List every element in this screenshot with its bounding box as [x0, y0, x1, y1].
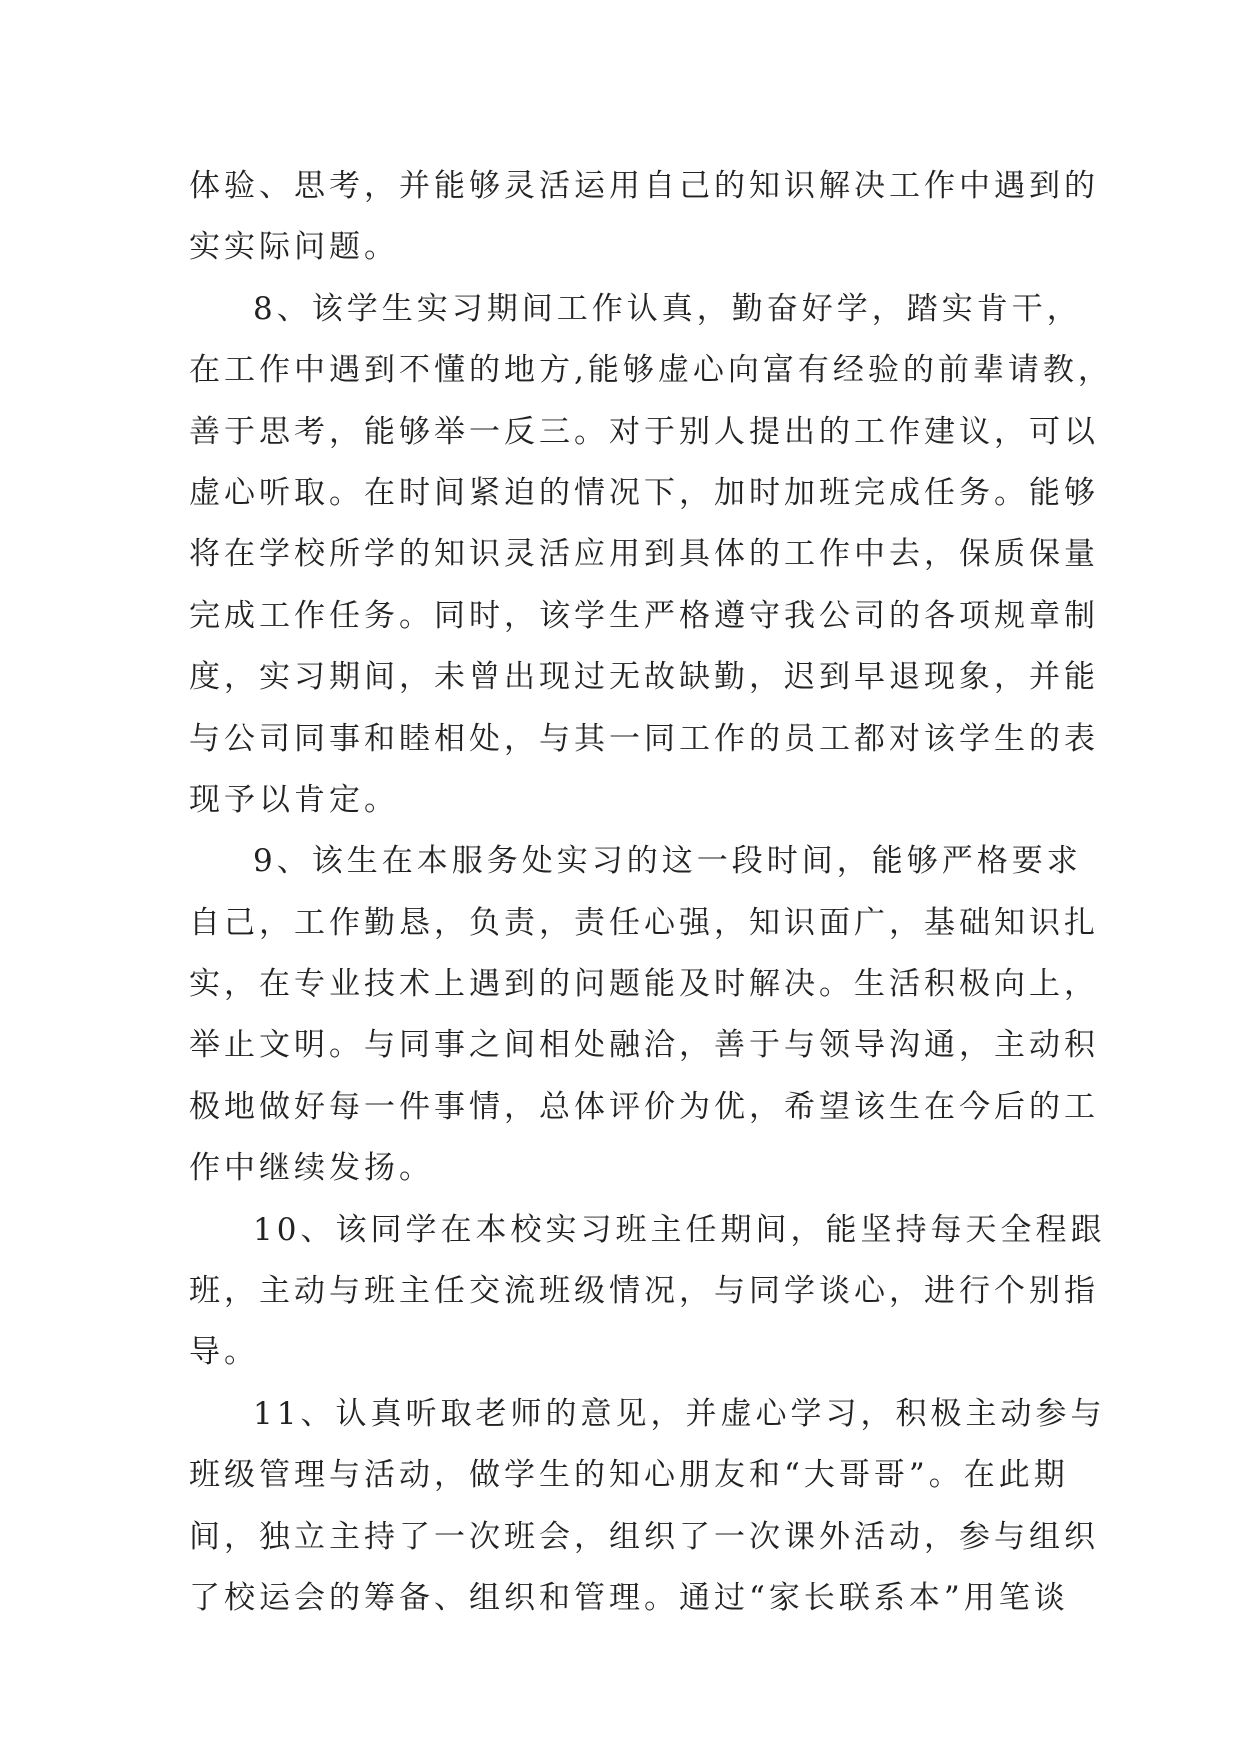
text-line: 导。 — [189, 1334, 259, 1371]
body-text — [189, 156, 1113, 1629]
text-line: 作中继续发扬。 — [189, 1150, 434, 1187]
paragraph-9-start: 9、该生在本服务处实习的这一段时间，能够严格要求 — [253, 843, 1082, 880]
text-line: 将在学校所学的知识灵活应用到具体的工作中去，保质保量 — [189, 536, 1099, 573]
text-line: 现予以肯定。 — [189, 781, 399, 818]
paragraph-11-start: 11、认真听取老师的意见，并虚心学习，积极主动参与 — [253, 1395, 1106, 1432]
text-line: 善于思考，能够举一反三。对于别人提出的工作建议，可以 — [189, 413, 1099, 450]
text-line: 虚心听取。在时间紧迫的情况下，加时加班完成任务。能够 — [189, 474, 1099, 511]
text-line: 极地做好每一件事情，总体评价为优，希望该生在今后的工 — [189, 1088, 1099, 1125]
text-line: 了校运会的筹备、组织和管理。通过“家长联系本”用笔谈 — [189, 1579, 1069, 1616]
text-line: 体验、思考，并能够灵活运用自己的知识解决工作中遇到的 — [189, 168, 1099, 204]
text-line: 在工作中遇到不懂的地方,能够虚心向富有经验的前辈请教， — [189, 352, 1113, 389]
text-line: 举止文明。与同事之间相处融洽，善于与领导沟通，主动积 — [189, 1027, 1099, 1064]
paragraph-8-start: 8、该学生实习期间工作认真，勤奋好学，踏实肯干， — [253, 290, 1082, 327]
text-line: 度，实习期间，未曾出现过无故缺勤，迟到早退现象，并能 — [189, 659, 1099, 696]
text-line: 班，主动与班主任交流班级情况，与同学谈心，进行个别指 — [189, 1273, 1099, 1310]
text-line: 实实际问题。 — [189, 229, 399, 266]
text-line: 自己，工作勤恳，负责，责任心强，知识面广，基础知识扎 — [189, 904, 1099, 941]
text-line: 与公司同事和睦相处，与其一同工作的员工都对该学生的表 — [189, 720, 1099, 757]
text-line: 间，独立主持了一次班会，组织了一次课外活动，参与组织 — [189, 1518, 1099, 1555]
text-line: 实，在专业技术上遇到的问题能及时解决。生活积极向上， — [189, 966, 1099, 1003]
text-line: 完成工作任务。同时，该学生严格遵守我公司的各项规章制 — [189, 597, 1099, 634]
paragraph-10-start: 10、该同学在本校实习班主任期间，能坚持每天全程跟 — [253, 1211, 1106, 1248]
text-line: 班级管理与活动，做学生的知心朋友和“大哥哥”。在此期 — [189, 1457, 1069, 1494]
